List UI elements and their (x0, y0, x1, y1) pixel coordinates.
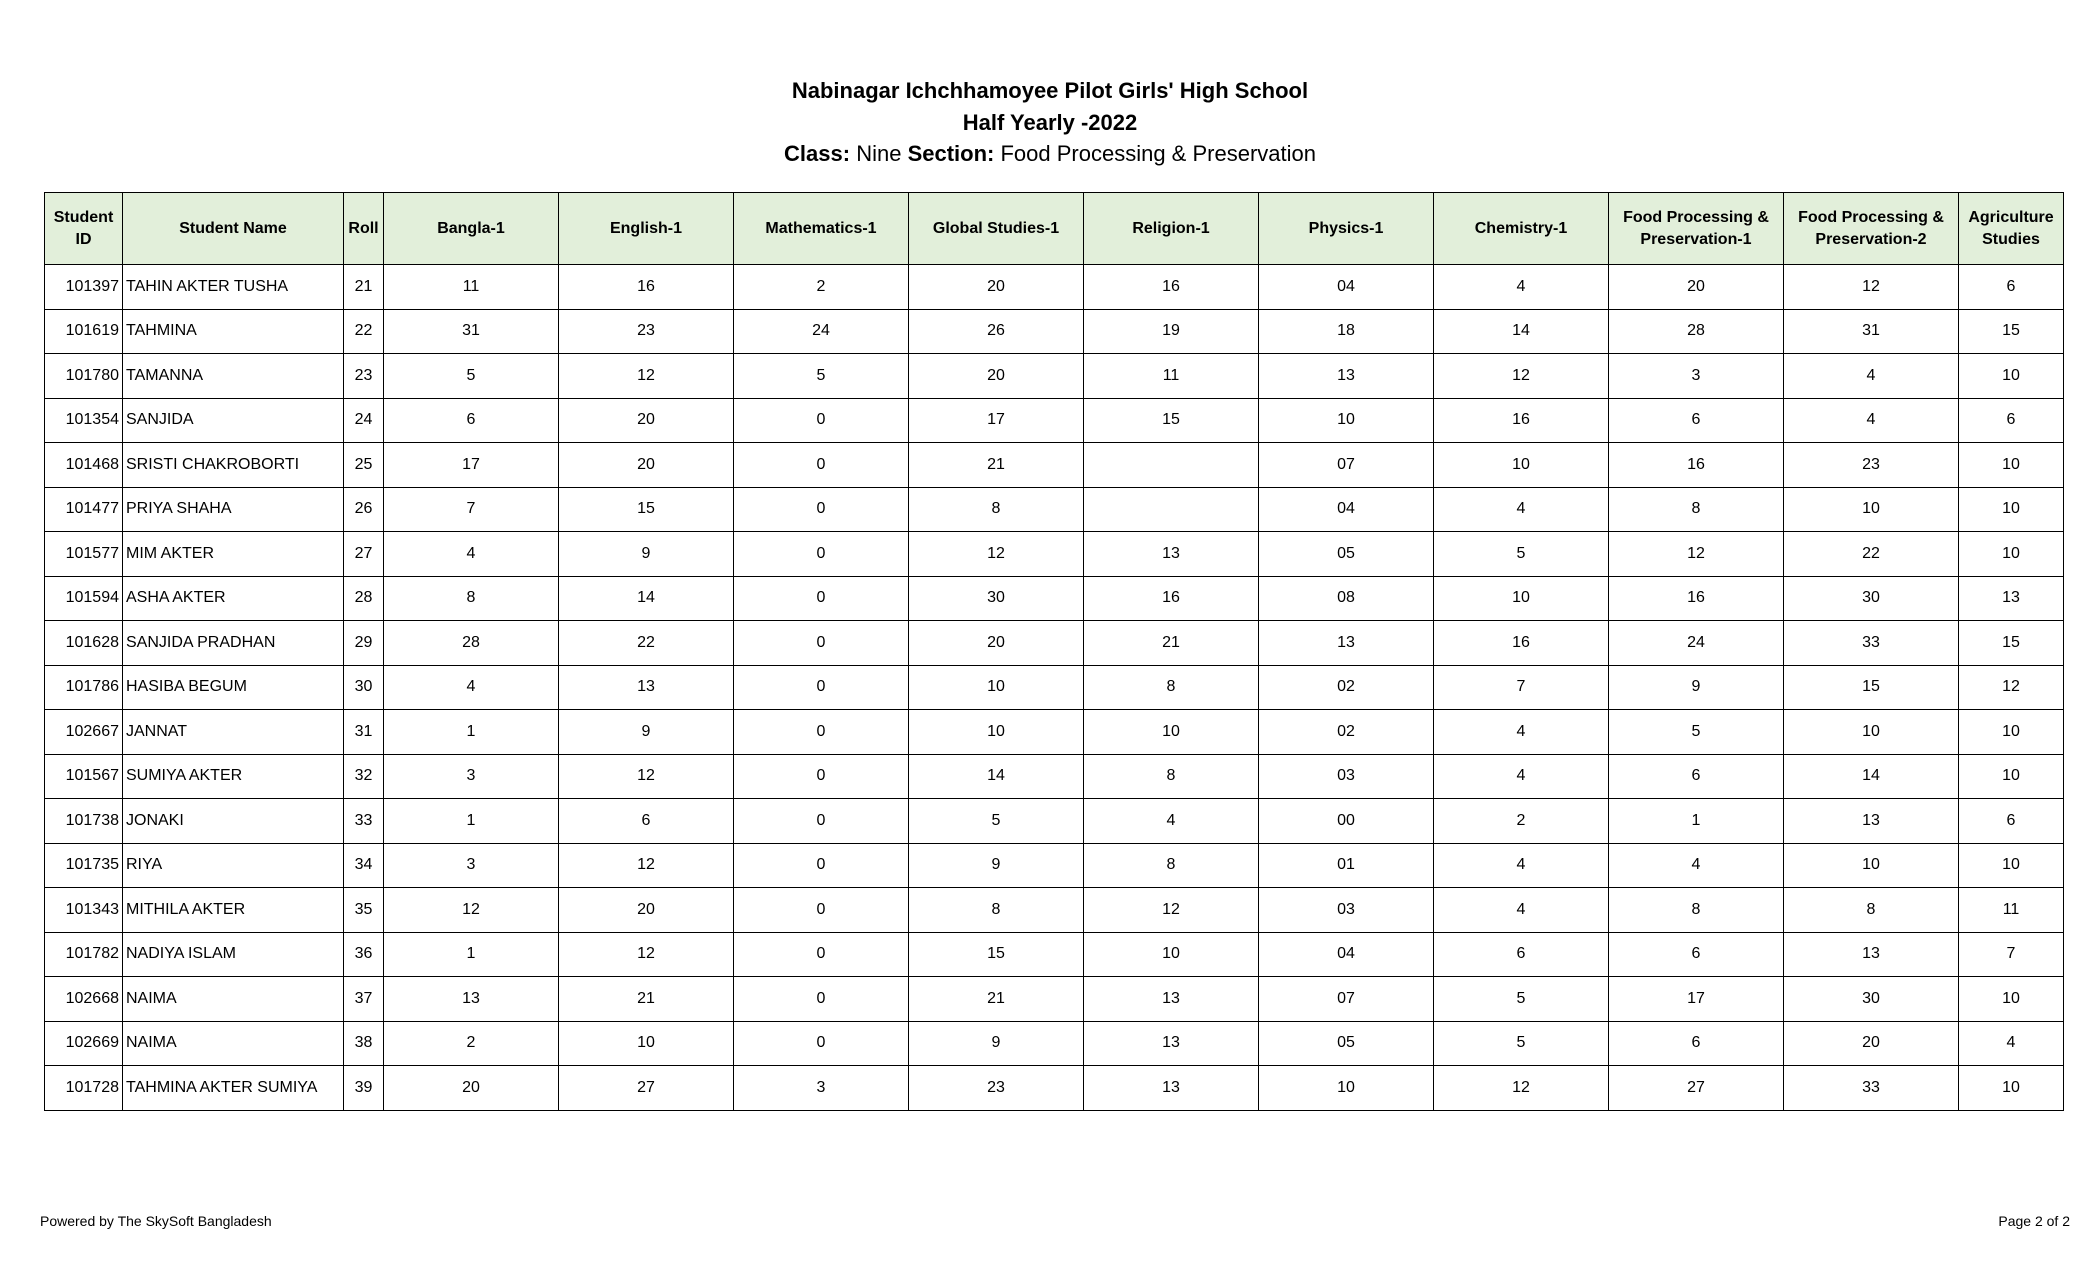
mark-cell: 0 (734, 1021, 909, 1066)
student-name-cell: TAMANNA (123, 354, 344, 399)
mark-cell: 16 (559, 265, 734, 310)
mark-cell: 18 (1259, 309, 1434, 354)
mark-cell: 9 (559, 710, 734, 755)
student-name-cell: TAHMINA AKTER SUMIYA (123, 1066, 344, 1111)
mark-cell: 08 (1259, 576, 1434, 621)
header-row (45, 193, 2064, 265)
mark-cell: 5 (1434, 532, 1609, 577)
mark-cell: 13 (1259, 621, 1434, 666)
results-table (44, 192, 2064, 1111)
mark-cell: 20 (909, 354, 1084, 399)
table-row (45, 754, 2064, 799)
mark-cell (1084, 487, 1259, 532)
roll-cell: 38 (344, 1021, 384, 1066)
mark-cell: 5 (909, 799, 1084, 844)
table-row (45, 710, 2064, 755)
mark-cell: 12 (559, 754, 734, 799)
student-id-cell: 101577 (45, 532, 123, 577)
roll-cell: 26 (344, 487, 384, 532)
mark-cell: 20 (1784, 1021, 1959, 1066)
mark-cell: 4 (384, 532, 559, 577)
mark-cell: 17 (909, 398, 1084, 443)
mark-cell: 10 (1784, 843, 1959, 888)
roll-cell: 25 (344, 443, 384, 488)
mark-cell: 10 (1084, 710, 1259, 755)
mark-cell: 27 (559, 1066, 734, 1111)
mark-cell: 15 (1959, 621, 2064, 666)
table-row (45, 309, 2064, 354)
mark-cell: 12 (909, 532, 1084, 577)
table-row (45, 977, 2064, 1022)
mark-cell: 8 (909, 888, 1084, 933)
student-id-cell: 102669 (45, 1021, 123, 1066)
mark-cell: 20 (559, 888, 734, 933)
mark-cell: 0 (734, 799, 909, 844)
mark-cell: 14 (909, 754, 1084, 799)
mark-cell: 22 (1784, 532, 1959, 577)
mark-cell: 10 (559, 1021, 734, 1066)
mark-cell: 9 (909, 843, 1084, 888)
section-value: Food Processing & Preservation (1000, 141, 1316, 166)
student-id-cell: 101594 (45, 576, 123, 621)
column-header: Global Studies-1 (909, 193, 1084, 265)
mark-cell: 11 (1084, 354, 1259, 399)
mark-cell: 10 (1259, 1066, 1434, 1111)
mark-cell: 6 (1959, 265, 2064, 310)
mark-cell: 23 (909, 1066, 1084, 1111)
class-label: Class: (784, 141, 851, 166)
mark-cell: 10 (1784, 710, 1959, 755)
column-header: Food Processing & Preservation-1 (1609, 193, 1784, 265)
mark-cell: 6 (1434, 932, 1609, 977)
mark-cell: 4 (1609, 843, 1784, 888)
mark-cell: 10 (1959, 487, 2064, 532)
mark-cell (1084, 443, 1259, 488)
table-row (45, 799, 2064, 844)
mark-cell: 20 (1609, 265, 1784, 310)
mark-cell: 02 (1259, 665, 1434, 710)
mark-cell: 6 (384, 398, 559, 443)
mark-cell: 30 (1784, 576, 1959, 621)
table-row (45, 621, 2064, 666)
mark-cell: 31 (1784, 309, 1959, 354)
student-id-cell: 101354 (45, 398, 123, 443)
student-name-cell: RIYA (123, 843, 344, 888)
mark-cell: 5 (1434, 1021, 1609, 1066)
student-name-cell: SRISTI CHAKROBORTI (123, 443, 344, 488)
mark-cell: 0 (734, 710, 909, 755)
student-name-cell: JONAKI (123, 799, 344, 844)
mark-cell: 17 (1609, 977, 1784, 1022)
mark-cell: 23 (1784, 443, 1959, 488)
mark-cell: 4 (1434, 843, 1609, 888)
mark-cell: 21 (1084, 621, 1259, 666)
mark-cell: 0 (734, 932, 909, 977)
mark-cell: 8 (1609, 888, 1784, 933)
mark-cell: 13 (1784, 932, 1959, 977)
mark-cell: 3 (1609, 354, 1784, 399)
mark-cell: 15 (1084, 398, 1259, 443)
roll-cell: 22 (344, 309, 384, 354)
table-row (45, 265, 2064, 310)
mark-cell: 4 (1784, 354, 1959, 399)
mark-cell: 7 (384, 487, 559, 532)
mark-cell: 4 (1434, 487, 1609, 532)
student-name-cell: NADIYA ISLAM (123, 932, 344, 977)
mark-cell: 28 (1609, 309, 1784, 354)
student-id-cell: 102668 (45, 977, 123, 1022)
student-name-cell: ASHA AKTER (123, 576, 344, 621)
column-header: Food Processing & Preservation-2 (1784, 193, 1959, 265)
mark-cell: 12 (1434, 354, 1609, 399)
section-label: Section: (907, 141, 995, 166)
mark-cell: 10 (1784, 487, 1959, 532)
table-row (45, 398, 2064, 443)
mark-cell: 04 (1259, 265, 1434, 310)
mark-cell: 16 (1609, 576, 1784, 621)
mark-cell: 13 (1084, 532, 1259, 577)
student-name-cell: MITHILA AKTER (123, 888, 344, 933)
column-header: Roll (344, 193, 384, 265)
mark-cell: 10 (1084, 932, 1259, 977)
mark-cell: 30 (1784, 977, 1959, 1022)
mark-cell: 2 (384, 1021, 559, 1066)
student-id-cell: 101735 (45, 843, 123, 888)
mark-cell: 5 (384, 354, 559, 399)
mark-cell: 0 (734, 888, 909, 933)
table-row (45, 532, 2064, 577)
mark-cell: 14 (1784, 754, 1959, 799)
mark-cell: 10 (1434, 443, 1609, 488)
mark-cell: 8 (1084, 754, 1259, 799)
mark-cell: 2 (734, 265, 909, 310)
column-header: English-1 (559, 193, 734, 265)
table-row (45, 932, 2064, 977)
mark-cell: 12 (559, 932, 734, 977)
mark-cell: 12 (1959, 665, 2064, 710)
mark-cell: 01 (1259, 843, 1434, 888)
roll-cell: 39 (344, 1066, 384, 1111)
column-header: Student ID (45, 193, 123, 265)
mark-cell: 0 (734, 843, 909, 888)
mark-cell: 07 (1259, 443, 1434, 488)
student-id-cell: 102667 (45, 710, 123, 755)
mark-cell: 21 (559, 977, 734, 1022)
mark-cell: 07 (1259, 977, 1434, 1022)
mark-cell: 16 (1434, 398, 1609, 443)
student-id-cell: 101343 (45, 888, 123, 933)
roll-cell: 28 (344, 576, 384, 621)
mark-cell: 21 (909, 977, 1084, 1022)
mark-cell: 10 (909, 710, 1084, 755)
mark-cell: 8 (1084, 843, 1259, 888)
mark-cell: 6 (1609, 754, 1784, 799)
mark-cell: 12 (559, 843, 734, 888)
roll-cell: 23 (344, 354, 384, 399)
student-id-cell: 101738 (45, 799, 123, 844)
roll-cell: 24 (344, 398, 384, 443)
roll-cell: 34 (344, 843, 384, 888)
roll-cell: 30 (344, 665, 384, 710)
mark-cell: 6 (1959, 799, 2064, 844)
roll-cell: 21 (344, 265, 384, 310)
mark-cell: 12 (559, 354, 734, 399)
mark-cell: 10 (1959, 443, 2064, 488)
mark-cell: 02 (1259, 710, 1434, 755)
mark-cell: 10 (1959, 843, 2064, 888)
mark-cell: 10 (1959, 532, 2064, 577)
column-header: Religion-1 (1084, 193, 1259, 265)
roll-cell: 36 (344, 932, 384, 977)
student-id-cell: 101782 (45, 932, 123, 977)
mark-cell: 11 (1959, 888, 2064, 933)
exam-title: Half Yearly -2022 (962, 110, 1138, 135)
mark-cell: 28 (384, 621, 559, 666)
mark-cell: 8 (1084, 665, 1259, 710)
school-name: Nabinagar Ichchhamoyee Pilot Girls' High School (791, 78, 1309, 103)
mark-cell: 12 (1084, 888, 1259, 933)
mark-cell: 0 (734, 443, 909, 488)
table-row (45, 888, 2064, 933)
column-header: Student Name (123, 193, 344, 265)
mark-cell: 8 (384, 576, 559, 621)
mark-cell: 16 (1084, 265, 1259, 310)
mark-cell: 19 (1084, 309, 1259, 354)
mark-cell: 0 (734, 665, 909, 710)
mark-cell: 33 (1784, 1066, 1959, 1111)
table-row (45, 576, 2064, 621)
class-value: Nine (856, 141, 902, 166)
mark-cell: 20 (559, 398, 734, 443)
student-id-cell: 101628 (45, 621, 123, 666)
mark-cell: 0 (734, 576, 909, 621)
mark-cell: 2 (1434, 799, 1609, 844)
mark-cell: 8 (1609, 487, 1784, 532)
mark-cell: 4 (1784, 398, 1959, 443)
mark-cell: 1 (384, 799, 559, 844)
mark-cell: 13 (1784, 799, 1959, 844)
mark-cell: 0 (734, 532, 909, 577)
student-name-cell: HASIBA BEGUM (123, 665, 344, 710)
mark-cell: 10 (1259, 398, 1434, 443)
mark-cell: 10 (1959, 354, 2064, 399)
mark-cell: 10 (1434, 576, 1609, 621)
mark-cell: 1 (384, 932, 559, 977)
student-name-cell: SANJIDA PRADHAN (123, 621, 344, 666)
mark-cell: 14 (1434, 309, 1609, 354)
mark-cell: 5 (734, 354, 909, 399)
mark-cell: 10 (1959, 754, 2064, 799)
student-name-cell: NAIMA (123, 1021, 344, 1066)
student-name-cell: PRIYA SHAHA (123, 487, 344, 532)
roll-cell: 32 (344, 754, 384, 799)
mark-cell: 24 (1609, 621, 1784, 666)
column-header: Bangla-1 (384, 193, 559, 265)
mark-cell: 1 (1609, 799, 1784, 844)
student-id-cell: 101780 (45, 354, 123, 399)
roll-cell: 37 (344, 977, 384, 1022)
mark-cell: 20 (384, 1066, 559, 1111)
mark-cell: 10 (1959, 1066, 2064, 1111)
mark-cell: 12 (384, 888, 559, 933)
mark-cell: 23 (559, 309, 734, 354)
mark-cell: 17 (384, 443, 559, 488)
table-row (45, 1066, 2064, 1111)
column-header: Mathematics-1 (734, 193, 909, 265)
table-row (45, 1021, 2064, 1066)
mark-cell: 0 (734, 754, 909, 799)
mark-cell: 10 (1959, 977, 2064, 1022)
mark-cell: 3 (384, 843, 559, 888)
mark-cell: 21 (909, 443, 1084, 488)
student-id-cell: 101786 (45, 665, 123, 710)
mark-cell: 15 (1784, 665, 1959, 710)
mark-cell: 13 (1084, 1021, 1259, 1066)
mark-cell: 16 (1084, 576, 1259, 621)
mark-cell: 11 (384, 265, 559, 310)
class-section-line (0, 141, 2100, 167)
mark-cell: 0 (734, 621, 909, 666)
mark-cell: 14 (559, 576, 734, 621)
student-name-cell: JANNAT (123, 710, 344, 755)
table-row (45, 665, 2064, 710)
mark-cell: 4 (1084, 799, 1259, 844)
mark-cell: 6 (1959, 398, 2064, 443)
column-header: Physics-1 (1259, 193, 1434, 265)
mark-cell: 13 (1959, 576, 2064, 621)
mark-cell: 7 (1434, 665, 1609, 710)
mark-cell: 20 (559, 443, 734, 488)
mark-cell: 16 (1609, 443, 1784, 488)
mark-cell: 05 (1259, 1021, 1434, 1066)
mark-cell: 12 (1609, 532, 1784, 577)
column-header: Agriculture Studies (1959, 193, 2064, 265)
mark-cell: 13 (1084, 977, 1259, 1022)
table-row (45, 843, 2064, 888)
mark-cell: 13 (1084, 1066, 1259, 1111)
table-row (45, 354, 2064, 399)
mark-cell: 8 (909, 487, 1084, 532)
roll-cell: 31 (344, 710, 384, 755)
student-id-cell: 101477 (45, 487, 123, 532)
student-id-cell: 101468 (45, 443, 123, 488)
mark-cell: 20 (909, 621, 1084, 666)
mark-cell: 27 (1609, 1066, 1784, 1111)
mark-cell: 15 (559, 487, 734, 532)
table-row (45, 487, 2064, 532)
mark-cell: 4 (1434, 265, 1609, 310)
powered-by: Powered by The SkySoft Bangladesh (40, 1213, 272, 1229)
mark-cell: 9 (559, 532, 734, 577)
mark-cell: 4 (1434, 754, 1609, 799)
mark-cell: 20 (909, 265, 1084, 310)
mark-cell: 05 (1259, 532, 1434, 577)
mark-cell: 5 (1434, 977, 1609, 1022)
mark-cell: 0 (734, 398, 909, 443)
mark-cell: 33 (1784, 621, 1959, 666)
mark-cell: 26 (909, 309, 1084, 354)
mark-cell: 9 (909, 1021, 1084, 1066)
mark-cell: 15 (909, 932, 1084, 977)
student-id-cell: 101567 (45, 754, 123, 799)
mark-cell: 10 (1959, 710, 2064, 755)
mark-cell: 0 (734, 487, 909, 532)
page-number: Page 2 of 2 (1998, 1213, 2070, 1229)
student-id-cell: 101728 (45, 1066, 123, 1111)
mark-cell: 4 (1959, 1021, 2064, 1066)
mark-cell: 6 (1609, 1021, 1784, 1066)
mark-cell: 15 (1959, 309, 2064, 354)
mark-cell: 8 (1784, 888, 1959, 933)
mark-cell: 4 (1434, 888, 1609, 933)
mark-cell: 5 (1609, 710, 1784, 755)
roll-cell: 27 (344, 532, 384, 577)
student-name-cell: NAIMA (123, 977, 344, 1022)
mark-cell: 00 (1259, 799, 1434, 844)
mark-cell: 24 (734, 309, 909, 354)
student-id-cell: 101397 (45, 265, 123, 310)
mark-cell: 6 (1609, 398, 1784, 443)
mark-cell: 7 (1959, 932, 2064, 977)
roll-cell: 29 (344, 621, 384, 666)
roll-cell: 35 (344, 888, 384, 933)
mark-cell: 13 (1259, 354, 1434, 399)
mark-cell: 3 (734, 1066, 909, 1111)
mark-cell: 0 (734, 977, 909, 1022)
table-row (45, 443, 2064, 488)
mark-cell: 12 (1434, 1066, 1609, 1111)
mark-cell: 31 (384, 309, 559, 354)
roll-cell: 33 (344, 799, 384, 844)
student-name-cell: SUMIYA AKTER (123, 754, 344, 799)
student-name-cell: TAHIN AKTER TUSHA (123, 265, 344, 310)
mark-cell: 10 (909, 665, 1084, 710)
mark-cell: 4 (384, 665, 559, 710)
mark-cell: 04 (1259, 932, 1434, 977)
mark-cell: 9 (1609, 665, 1784, 710)
mark-cell: 1 (384, 710, 559, 755)
mark-cell: 03 (1259, 888, 1434, 933)
mark-cell: 30 (909, 576, 1084, 621)
mark-cell: 6 (1609, 932, 1784, 977)
column-header: Chemistry-1 (1434, 193, 1609, 265)
mark-cell: 16 (1434, 621, 1609, 666)
mark-cell: 22 (559, 621, 734, 666)
mark-cell: 03 (1259, 754, 1434, 799)
student-name-cell: SANJIDA (123, 398, 344, 443)
student-name-cell: TAHMINA (123, 309, 344, 354)
mark-cell: 12 (1784, 265, 1959, 310)
mark-cell: 3 (384, 754, 559, 799)
mark-cell: 4 (1434, 710, 1609, 755)
student-id-cell: 101619 (45, 309, 123, 354)
mark-cell: 13 (384, 977, 559, 1022)
mark-cell: 6 (559, 799, 734, 844)
student-name-cell: MIM AKTER (123, 532, 344, 577)
mark-cell: 04 (1259, 487, 1434, 532)
mark-cell: 13 (559, 665, 734, 710)
